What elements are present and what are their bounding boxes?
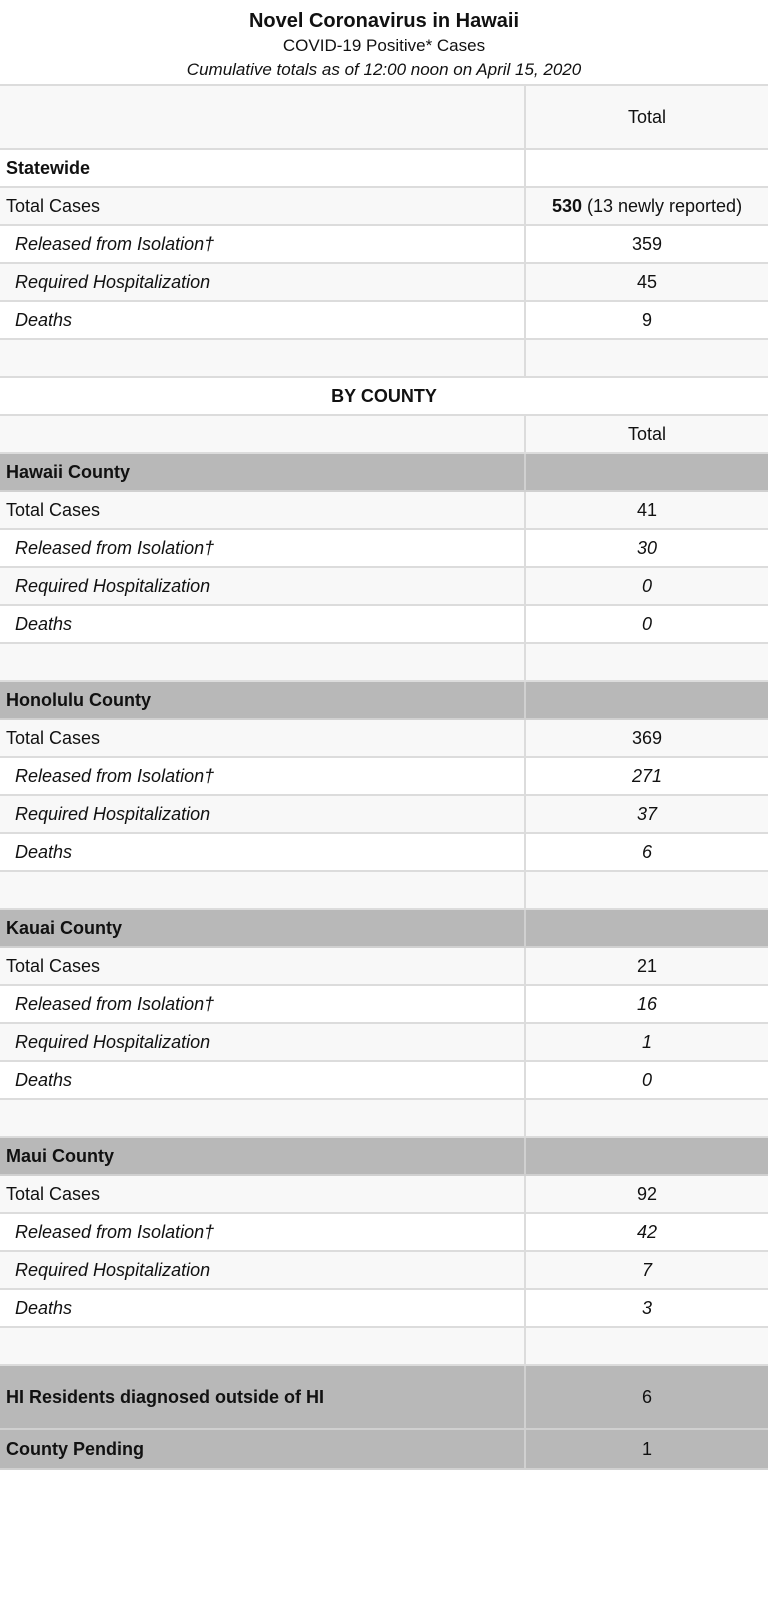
row-value: 359 <box>525 225 768 263</box>
table-row <box>0 795 768 833</box>
county-name: Honolulu County <box>0 681 525 719</box>
empty-cell <box>525 871 768 909</box>
row-label: Released from Isolation† <box>0 529 525 567</box>
table-row <box>0 605 768 643</box>
spacer-row <box>0 1327 768 1365</box>
page-title: Novel Coronavirus in Hawaii <box>248 10 520 32</box>
row-value: 92 <box>525 1175 768 1213</box>
row-label: Released from Isolation† <box>0 1213 525 1251</box>
statewide-label: Statewide <box>0 149 525 187</box>
row-label: Deaths <box>0 833 525 871</box>
outside-hi-row <box>0 1365 768 1429</box>
spacer-row <box>0 871 768 909</box>
empty-cell <box>525 149 768 187</box>
row-label: Required Hospitalization <box>0 1023 525 1061</box>
county-name: Kauai County <box>0 909 525 947</box>
statewide-total-value: 530 <box>551 195 582 216</box>
table-row <box>0 1251 768 1289</box>
row-label: Deaths <box>0 1289 525 1327</box>
row-value: 21 <box>525 947 768 985</box>
row-value: 271 <box>525 757 768 795</box>
outside-hi-label: HI Residents diagnosed outside of HI <box>0 1365 525 1429</box>
spacer-row <box>0 339 768 377</box>
empty-cell <box>0 415 525 453</box>
row-value: 9 <box>525 301 768 339</box>
table-row <box>0 985 768 1023</box>
table-row <box>0 225 768 263</box>
county-name-row <box>0 453 768 491</box>
county-name-row <box>0 681 768 719</box>
county-name-row <box>0 909 768 947</box>
row-value: 0 <box>525 605 768 643</box>
table-row <box>0 567 768 605</box>
table-row <box>0 187 768 225</box>
row-label: Released from Isolation† <box>0 757 525 795</box>
table-row <box>0 719 768 757</box>
empty-cell <box>525 643 768 681</box>
county-pending-label: County Pending <box>0 1429 525 1469</box>
table-row <box>0 1213 768 1251</box>
empty-cell <box>525 453 768 491</box>
row-value: 30 <box>525 529 768 567</box>
row-value: 3 <box>525 1289 768 1327</box>
empty-cell <box>0 1327 525 1365</box>
empty-cell <box>525 1099 768 1137</box>
table-row <box>0 529 768 567</box>
page-subtitle: COVID-19 Positive* Cases <box>282 36 486 55</box>
empty-cell <box>0 339 525 377</box>
table-row <box>0 1175 768 1213</box>
row-value: 41 <box>525 491 768 529</box>
row-label: Total Cases <box>0 947 525 985</box>
county-name: Maui County <box>0 1137 525 1175</box>
empty-cell <box>0 871 525 909</box>
row-value: 1 <box>525 1023 768 1061</box>
county-pending-value: 1 <box>525 1429 768 1469</box>
column-header-total: Total <box>525 85 768 149</box>
table-row <box>0 491 768 529</box>
spacer-row <box>0 643 768 681</box>
table-row <box>0 301 768 339</box>
row-value: 37 <box>525 795 768 833</box>
row-label: Required Hospitalization <box>0 1251 525 1289</box>
county-name-row <box>0 1137 768 1175</box>
row-label: Total Cases <box>0 719 525 757</box>
statewide-total-note: (13 newly reported) <box>581 195 743 216</box>
row-label: Released from Isolation† <box>0 225 525 263</box>
statewide-row <box>0 149 768 187</box>
empty-cell <box>0 1099 525 1137</box>
row-value: 16 <box>525 985 768 1023</box>
table-row <box>0 263 768 301</box>
row-value: 369 <box>525 719 768 757</box>
table-row <box>0 757 768 795</box>
empty-cell <box>0 643 525 681</box>
column-header-total: Total <box>525 415 768 453</box>
row-value: 7 <box>525 1251 768 1289</box>
table-row <box>0 947 768 985</box>
row-value: 6 <box>525 833 768 871</box>
row-label: Deaths <box>0 605 525 643</box>
row-value: 45 <box>525 263 768 301</box>
table-row <box>0 833 768 871</box>
spacer-row <box>0 1099 768 1137</box>
row-label: Total Cases <box>0 1175 525 1213</box>
row-label: Deaths <box>0 1061 525 1099</box>
row-label: Total Cases <box>0 491 525 529</box>
row-label: Required Hospitalization <box>0 567 525 605</box>
empty-cell <box>525 339 768 377</box>
county-header-row <box>0 415 768 453</box>
table-row <box>0 1061 768 1099</box>
statewide-total-cell <box>525 187 768 225</box>
by-county-row <box>0 377 768 415</box>
row-value: 0 <box>525 567 768 605</box>
row-label: Released from Isolation† <box>0 985 525 1023</box>
empty-cell <box>525 681 768 719</box>
empty-cell <box>525 909 768 947</box>
county-name: Hawaii County <box>0 453 525 491</box>
empty-cell <box>525 1137 768 1175</box>
row-label: Required Hospitalization <box>0 263 525 301</box>
row-value: 42 <box>525 1213 768 1251</box>
page-header <box>0 0 768 84</box>
as-of-date: Cumulative totals as of 12:00 noon on April 15, 2020 <box>186 60 582 79</box>
by-county-label: BY COUNTY <box>0 377 768 415</box>
row-value: 0 <box>525 1061 768 1099</box>
county-pending-row <box>0 1429 768 1469</box>
table-row <box>0 1289 768 1327</box>
empty-cell <box>525 1327 768 1365</box>
table-row <box>0 1023 768 1061</box>
cases-table <box>0 84 768 1470</box>
row-label: Deaths <box>0 301 525 339</box>
row-label: Total Cases <box>0 187 525 225</box>
empty-cell <box>0 85 525 149</box>
table-header-row <box>0 85 768 149</box>
outside-hi-value: 6 <box>525 1365 768 1429</box>
row-label: Required Hospitalization <box>0 795 525 833</box>
